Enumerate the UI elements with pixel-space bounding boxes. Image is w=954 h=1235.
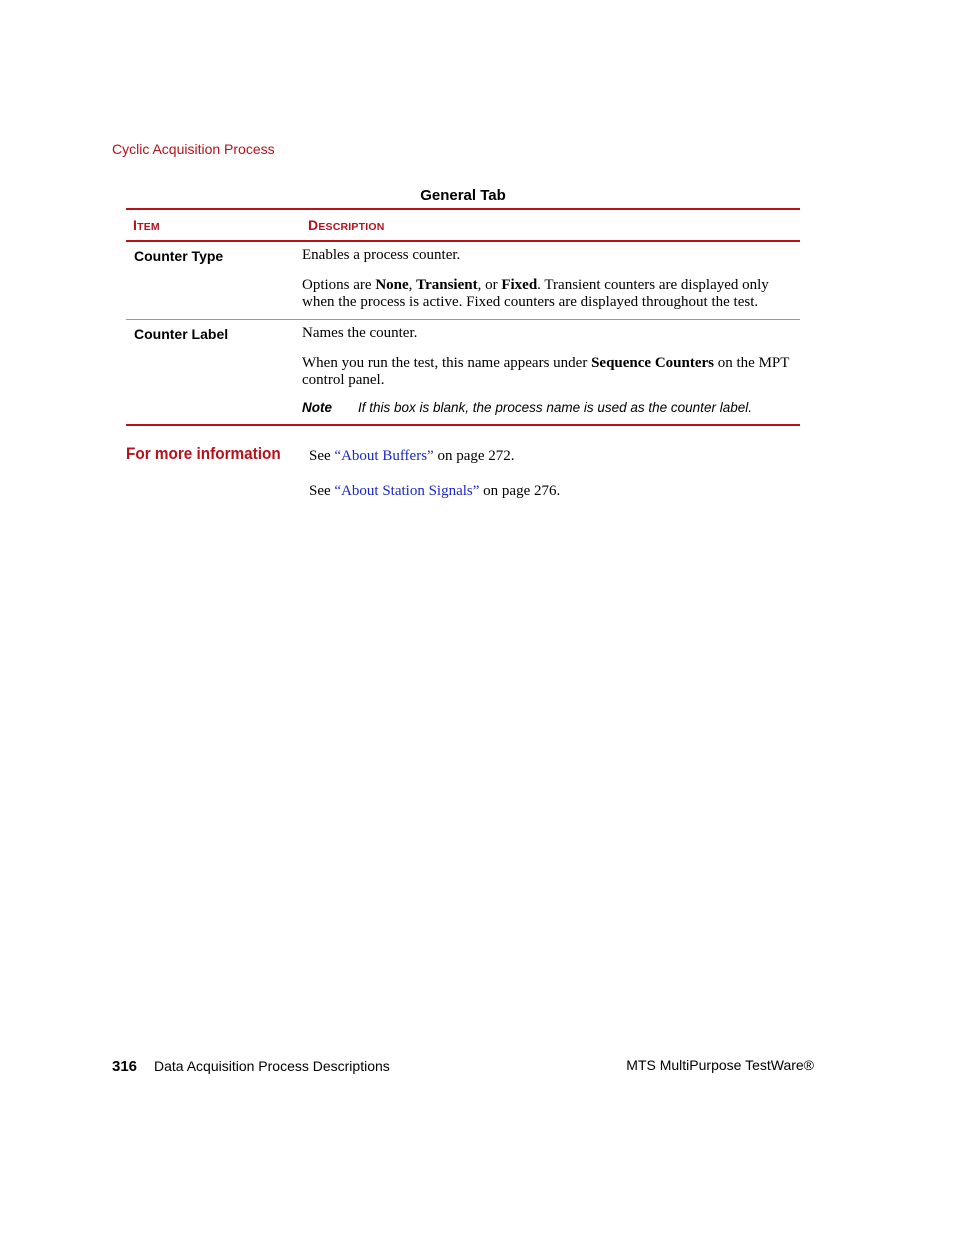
column-header-item: ITEM xyxy=(133,217,160,233)
description-paragraph: When you run the test, this name appears under Sequence Counters on the MPT control panel. xyxy=(302,355,790,388)
running-header-section: Cyclic Acquisition Process xyxy=(112,141,275,157)
table-row xyxy=(126,320,800,424)
table-bottom-rule xyxy=(126,424,800,426)
footer-product-name: MTS MultiPurpose TestWare® xyxy=(626,1057,814,1073)
note-label: Note xyxy=(302,400,332,415)
page-number: 316 xyxy=(112,1058,138,1075)
description-paragraph: Names the counter. xyxy=(302,325,418,341)
note-text: If this box is blank, the process name is used as the counter label. xyxy=(358,400,752,415)
link-about-station-signals[interactable]: “About Station Signals” xyxy=(334,483,480,499)
table-caption: General Tab xyxy=(420,187,506,204)
see-also-line: See “About Buffers” on page 272. xyxy=(309,448,515,464)
footer-chapter-title: Data Acquisition Process Descriptions xyxy=(154,1058,390,1074)
row-item-label: Counter Label xyxy=(134,326,229,342)
row-description xyxy=(302,320,800,424)
more-info-heading: For more information xyxy=(126,444,281,463)
table-header-row xyxy=(126,210,800,240)
row-description xyxy=(302,242,800,319)
general-tab-table xyxy=(126,208,800,426)
description-paragraph: Enables a process counter. xyxy=(302,247,461,263)
row-item-label: Counter Type xyxy=(134,248,224,264)
table-row xyxy=(126,242,800,319)
column-header-description: DESCRIPTION xyxy=(308,217,385,233)
note xyxy=(302,399,800,416)
link-about-buffers[interactable]: “About Buffers” xyxy=(334,448,434,464)
see-also-line: See “About Station Signals” on page 276. xyxy=(309,483,561,499)
description-paragraph: Options are None, Transient, or Fixed. Transient counters are displayed only when the process is active. Fixed counters are displayed throughout the test. xyxy=(302,277,769,310)
